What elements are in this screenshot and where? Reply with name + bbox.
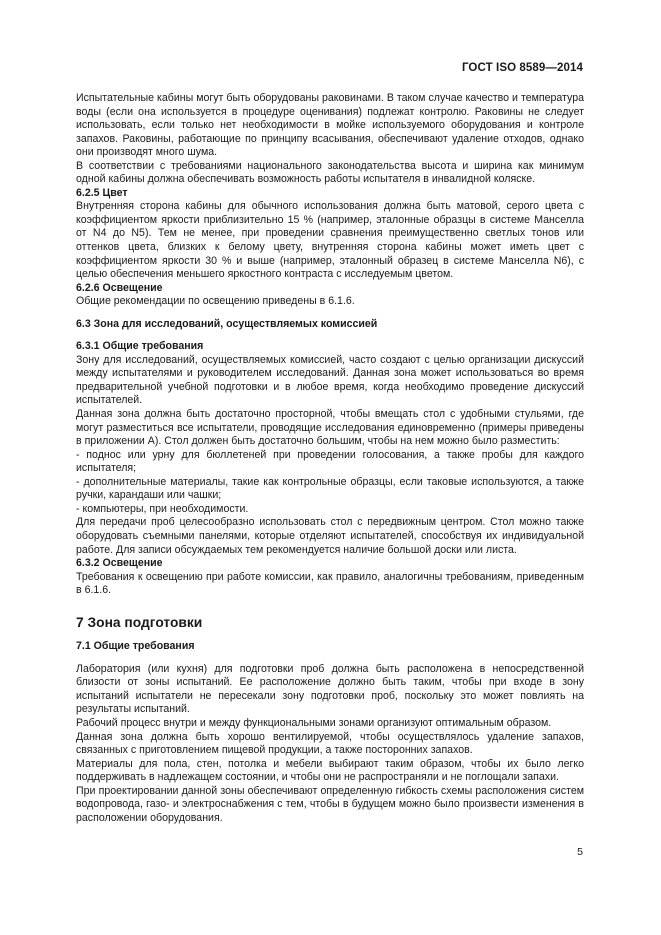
paragraph: В соответствии с требованиями национального законодательства высота и ширина как минимум одной кабины должна обеспечивать возможность работы испытателя в инвалидной коляске. bbox=[76, 159, 584, 186]
paragraph: Внутренняя сторона кабины для обычного использования должна быть матовой, серого цвета с коэффициентом яркости приблизительно 15 % (например, эталонные образцы в системе Манселла от N4 до N5). Тем не менее, при проведении сравнения преимущественно светлых тонов или оттенков цвета, близких к белому цвету, внутренняя сторона кабины может иметь цвет с коэффициентом яркости 30 % и выше (например, эталонный образец в системе Манселла N6), с целью обеспечения меньшего яркостного контраста с исследуемым цветом. bbox=[76, 200, 584, 281]
section-heading-6-3-1: 6.3.1 Общие требования bbox=[76, 340, 204, 353]
section-heading-6-2-5: 6.2.5 Цвет bbox=[76, 186, 128, 199]
paragraph: Данная зона должна быть хорошо вентилируемой, чтобы осуществлялось удаление запахов, связанных с приготовлением пищевой продукции, а также посторонних запахов. bbox=[76, 730, 584, 757]
list-item: - дополнительные материалы, такие как контрольные образцы, если таковые используются, а также ручки, карандаши или чашки; bbox=[76, 475, 584, 502]
section-heading-7-1: 7.1 Общие требования bbox=[76, 640, 195, 653]
paragraph: При проектировании данной зоны обеспечивают определенную гибкость схемы расположения систем водопровода, газо- и электроснабжения с тем, чтобы в будущем можно было произвести изменения в расположении оборудования. bbox=[76, 784, 584, 824]
paragraph: Для передачи проб целесообразно использовать стол с передвижным центром. Стол можно также оборудовать съемными панелями, которые отделяют испытателей, способствуя их индивидуальной работе. Для записи обсуждаемых тем рекомендуется наличие большой доски или листа. bbox=[76, 516, 584, 556]
list-item: - поднос или урну для бюллетеней при проведении голосования, а также пробы для каждого испытателя; bbox=[76, 448, 584, 475]
paragraph: Зону для исследований, осуществляемых комиссией, часто создают с целью организации дискуссий между испытателями и руководителем исследований. Данная зона может использоваться во время предварительной учебной подготовки и в любое время, когда необходимо проведение дискуссий испытателей. bbox=[76, 353, 584, 407]
paragraph: Рабочий процесс внутри и между функциональными зонами организуют оптимальным образом. bbox=[76, 716, 552, 729]
section-heading-6-2-6: 6.2.6 Освещение bbox=[76, 281, 163, 294]
paragraph: Общие рекомендации по освещению приведены в 6.1.6. bbox=[76, 295, 355, 308]
chapter-heading-7: 7 Зона подготовки bbox=[76, 614, 203, 630]
page-content bbox=[76, 92, 584, 825]
paragraph: Материалы для пола, стен, потолка и мебели выбирают таким образом, чтобы их было легко поддерживать в надлежащем состоянии, и чтобы они не распространяли и не поглощали запахи. bbox=[76, 757, 584, 784]
page-number: 5 bbox=[577, 846, 583, 858]
paragraph: Требования к освещению при работе комиссии, как правило, аналогичны требованиям, приведенным в 6.1.6. bbox=[76, 570, 584, 597]
page-header: ГОСТ ISO 8589—2014 bbox=[461, 62, 583, 74]
section-heading-6-3-2: 6.3.2 Освещение bbox=[76, 557, 163, 570]
paragraph: Лаборатория (или кухня) для подготовки проб должна быть расположена в непосредственной близости от зоны испытаний. Ее расположение должно быть таким, чтобы при входе в зону испытаний испытатели не пересекали зону подготовки проб, поскольку это может повлиять на результаты испытаний. bbox=[76, 662, 584, 716]
list-item: - компьютеры, при необходимости. bbox=[76, 502, 249, 515]
paragraph: Испытательные кабины могут быть оборудованы раковинами. В таком случае качество и температура воды (если она используется в процедуре оценивания) подлежат контролю. Раковины не следует использовать, если только нет необходимости в мойке используемого оборудования и контроле запахов. Раковины, работающие по принципу всасывания, обеспечивают удаление отходов, однако они производят много шума. bbox=[76, 92, 584, 159]
section-heading-6-3: 6.3 Зона для исследований, осуществляемых комиссией bbox=[76, 317, 378, 330]
paragraph: Данная зона должна быть достаточно просторной, чтобы вмещать стол с удобными стульями, где могут разместиться все испытатели, проводящие исследования единовременно (примеры приведены в приложении А). Стол должен быть достаточно большим, чтобы на нем можно было разместить: bbox=[76, 408, 584, 448]
